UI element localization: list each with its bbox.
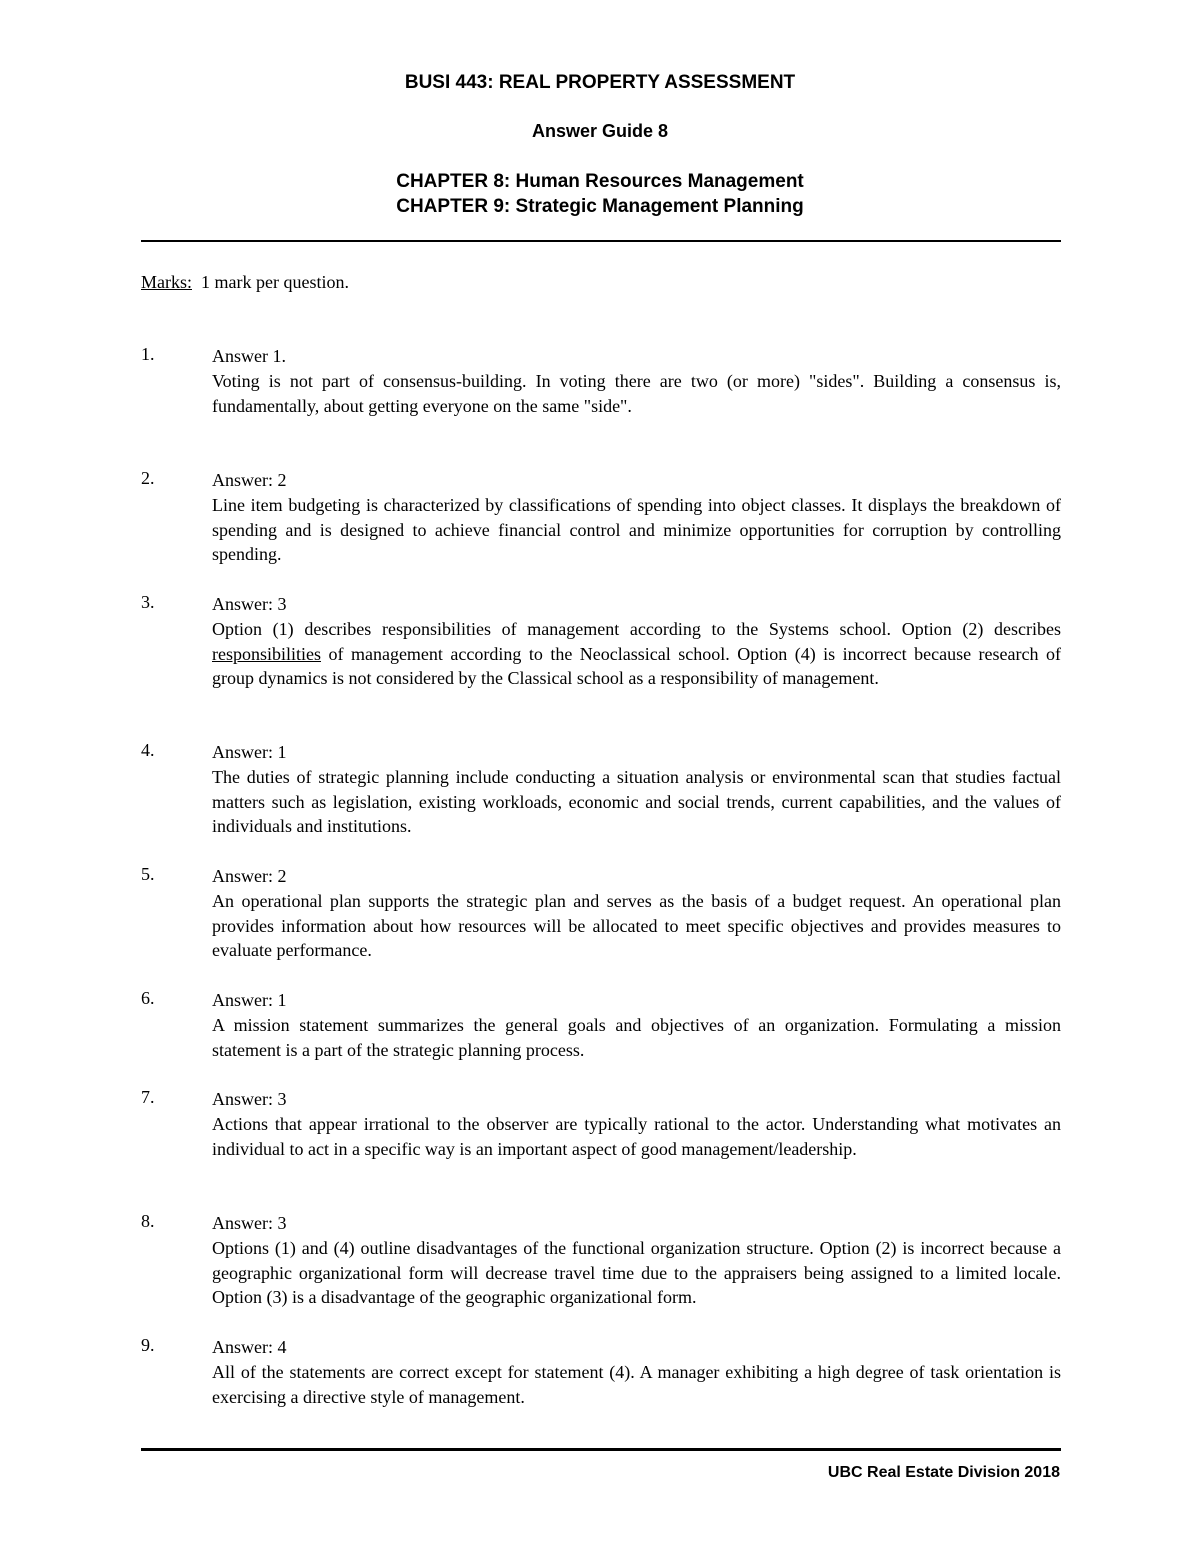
question-number: 1. bbox=[141, 344, 155, 364]
question-number: 8. bbox=[141, 1211, 155, 1231]
underlined-word: responsibilities bbox=[212, 643, 321, 664]
course-title: BUSI 443: REAL PROPERTY ASSESSMENT bbox=[404, 72, 796, 93]
answer-explanation: The duties of strategic planning include conducting a situation analysis or environmental scan that studies factual matters such as legislation, existing workloads, economic and social trends, current capabilities, and the values of individuals and institutions. bbox=[212, 767, 1061, 836]
answer-explanation: An operational plan supports the strategic plan and serves as the basis of a budget request. An operational plan provides information about how resources will be allocated to meet specific objectives and provides measures to evaluate performance. bbox=[212, 891, 1061, 960]
answer-item-9 bbox=[141, 1335, 1061, 1415]
answer-item-4 bbox=[141, 740, 1061, 864]
answer-explanation: Actions that appear irrational to the observer are typically rational to the actor. Understanding what motivates an individual to act in a specific way is an important aspect of good management/leadership. bbox=[212, 1114, 1061, 1159]
chapter-heading-8: CHAPTER 8: Human Resources Management bbox=[396, 171, 804, 192]
answer-explanation: Line item budgeting is characterized by classifications of spending into object classes. It displays the breakdown of spending and is designed to achieve financial control and minimize opportunities for corruption by controlling spending. bbox=[212, 495, 1061, 564]
answer-label: Answer: 3 bbox=[212, 1213, 287, 1233]
answer-explanation: All of the statements are correct except for statement (4). A manager exhibiting a high degree of task orientation is exercising a directive style of management. bbox=[212, 1362, 1061, 1407]
marks-label: Marks: bbox=[141, 272, 192, 292]
answer-list bbox=[141, 344, 1061, 1415]
answer-label: Answer: 2 bbox=[212, 866, 287, 886]
marks-text: 1 mark per question. bbox=[201, 272, 349, 292]
answer-explanation: A mission statement summarizes the general goals and objectives of an organization. Formulating a mission statement is a part of the strategic planning process. bbox=[212, 1015, 1061, 1060]
chapter-heading-9: CHAPTER 9: Strategic Management Planning bbox=[396, 196, 804, 217]
marks-line bbox=[141, 272, 349, 293]
answer-item-3 bbox=[141, 592, 1061, 740]
question-number: 6. bbox=[141, 988, 155, 1008]
answer-item-7 bbox=[141, 1087, 1061, 1211]
question-number: 7. bbox=[141, 1087, 155, 1107]
answer-label: Answer: 1 bbox=[212, 990, 287, 1010]
question-number: 5. bbox=[141, 864, 155, 884]
answer-label: Answer: 3 bbox=[212, 1089, 287, 1109]
question-number: 3. bbox=[141, 592, 155, 612]
answer-label: Answer: 4 bbox=[212, 1337, 287, 1357]
guide-title: Answer Guide 8 bbox=[531, 121, 669, 141]
question-number: 9. bbox=[141, 1335, 155, 1355]
answer-item-8 bbox=[141, 1211, 1061, 1335]
answer-label: Answer: 2 bbox=[212, 470, 287, 490]
footer-text: UBC Real Estate Division 2018 bbox=[827, 1464, 1060, 1481]
explanation-text: Option (1) describes responsibilities of management according to the Systems school. Option (2) describes bbox=[212, 619, 1061, 639]
answer-explanation: Voting is not part of consensus-building. In voting there are two (or more) "sides". Building a consensus is, fundamentally, about getting everyone on the same "side". bbox=[212, 371, 1061, 416]
answer-explanation bbox=[212, 617, 1061, 691]
answer-label: Answer 1. bbox=[212, 346, 286, 366]
answer-label: Answer: 3 bbox=[212, 594, 287, 614]
answer-item-1 bbox=[141, 344, 1061, 468]
answer-explanation: Options (1) and (4) outline disadvantages of the functional organization structure. Option (2) is incorrect because a geographic organizational form will decrease travel time due to the appraisers being assigned to a limited locale. Option (3) is a disadvantage of the geographic organizational form. bbox=[212, 1238, 1061, 1307]
answer-label: Answer: 1 bbox=[212, 742, 287, 762]
answer-item-2 bbox=[141, 468, 1061, 592]
answer-item-6 bbox=[141, 988, 1061, 1087]
answer-item-5 bbox=[141, 864, 1061, 988]
question-number: 4. bbox=[141, 740, 155, 760]
explanation-text: of management according to the Neoclassical school. Option (4) is incorrect because research of group dynamics is not considered by the Classical school as a responsibility of management. bbox=[212, 643, 1061, 688]
header-divider bbox=[141, 240, 1061, 242]
question-number: 2. bbox=[141, 468, 155, 488]
footer-divider bbox=[141, 1448, 1061, 1451]
